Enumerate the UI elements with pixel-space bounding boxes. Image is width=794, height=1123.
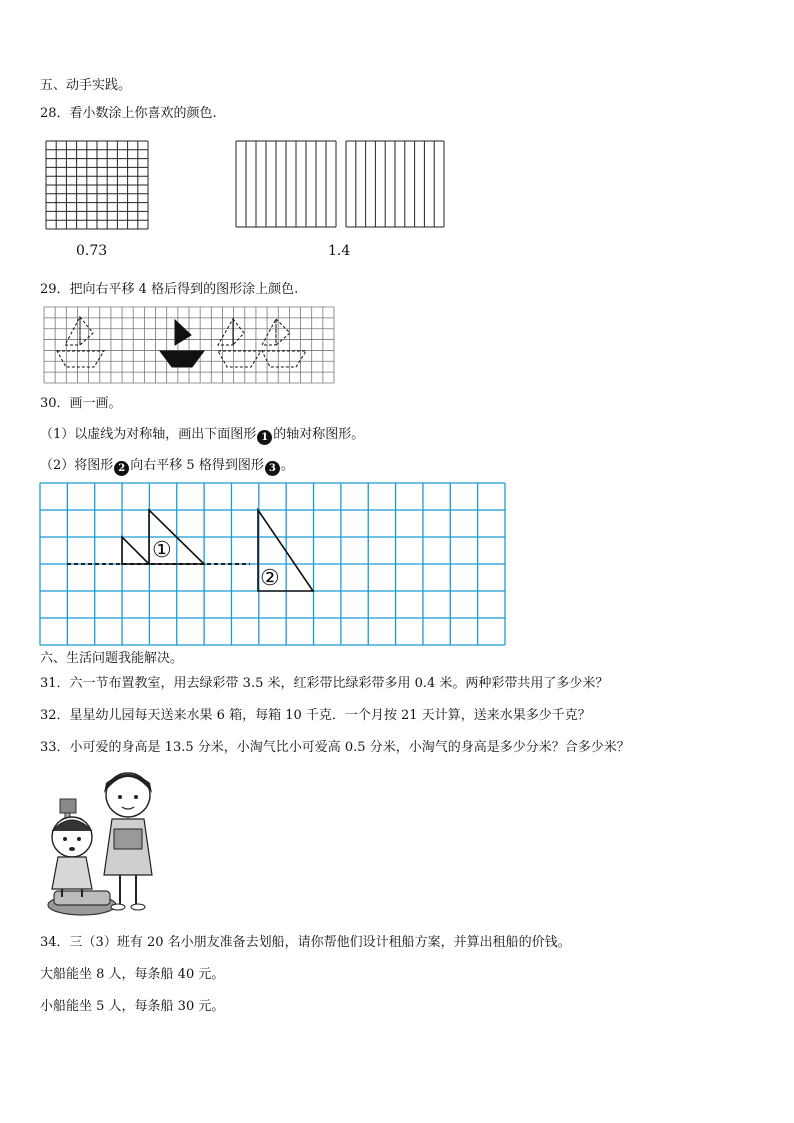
label-0-73: 0.73	[76, 243, 108, 259]
hundred-grid	[46, 141, 148, 229]
dashed-boat-1	[57, 317, 104, 367]
section-6-title: 六、生活问题我能解决。	[40, 651, 184, 666]
shape-2-label: ②	[260, 566, 280, 591]
question-30-part-2	[40, 458, 294, 476]
blue-drawing-grid	[40, 483, 505, 645]
dashed-boat-3	[262, 319, 306, 367]
part-2-middle: 向右平移 5 格得到图形	[130, 458, 264, 473]
small-boat-info: 小船能坐 5 人，每条船 30 元。	[40, 999, 225, 1014]
shape-3-mark: 3	[265, 461, 280, 476]
tenths-grid-1	[236, 141, 336, 227]
question-34-text: 34．三（3）班有 20 名小朋友准备去划船，请你帮他们设计租船方案，并算出租船的价钱。	[40, 935, 571, 950]
big-boat-info: 大船能坐 8 人，每条船 40 元。	[40, 967, 225, 982]
question-31-text: 31．六一节布置教室，用去绿彩带 3.5 米，红彩带比绿彩带多用 0.4 米。两种彩带共用了多少米？	[40, 676, 609, 691]
dashed-boat-2	[218, 319, 261, 367]
section-5-title: 五、动手实践。	[40, 78, 132, 93]
shape-1-label: ①	[152, 538, 172, 563]
part-2-suffix: 。	[280, 458, 294, 473]
boat-grid	[44, 307, 334, 383]
shape-2-mark: 2	[114, 461, 129, 476]
part-2-prefix: （2）将图形	[40, 458, 114, 473]
question-30-part-1	[40, 427, 364, 445]
question-32-text: 32．星星幼儿园每天送来水果 6 箱，每箱 10 千克．一个月按 21 天计算，送来水果多少千克？	[40, 708, 591, 723]
label-1-4: 1.4	[328, 243, 351, 259]
small-triangle	[122, 537, 149, 564]
question-30-text: 30．画一画。	[40, 396, 122, 411]
shape-1-mark: 1	[257, 430, 272, 445]
question-33-text: 33．小可爱的身高是 13.5 分米，小淘气比小可爱高 0.5 分米，小淘气的身高是多少分米？合多少米？	[40, 740, 630, 755]
girls-measuring-illustration	[40, 765, 165, 923]
question-28-text: 28．看小数涂上你喜欢的颜色.	[40, 106, 217, 121]
part-1-suffix: 的轴对称图形。	[273, 427, 365, 442]
part-1-prefix: （1）以虚线为对称轴，画出下面图形	[40, 427, 257, 442]
tenths-grid-2	[346, 141, 444, 227]
question-29-text: 29．把向右平移 4 格后得到的图形涂上颜色.	[40, 282, 299, 297]
